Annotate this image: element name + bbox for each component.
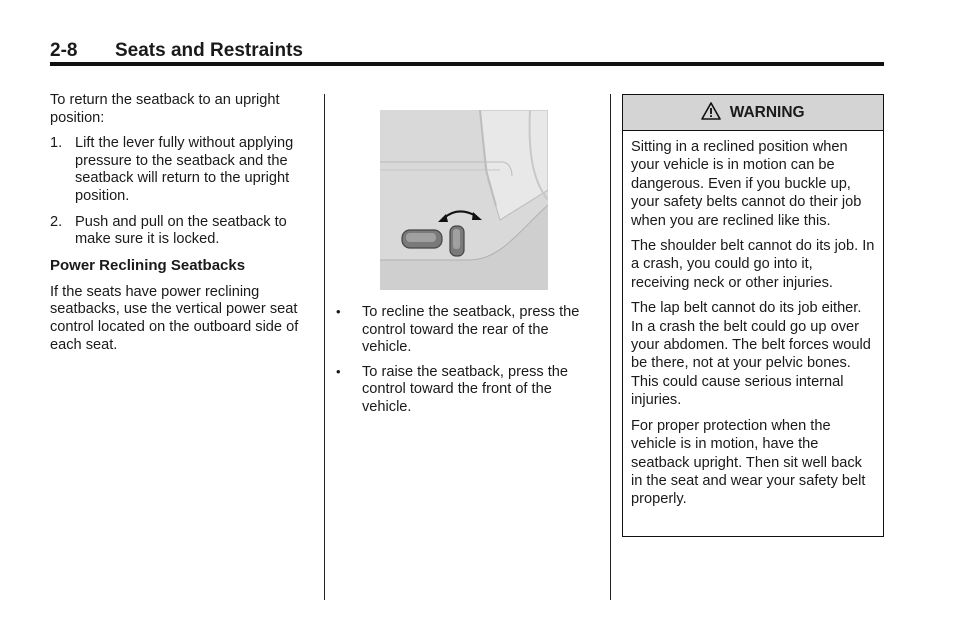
bullet-mark: • [336, 304, 341, 319]
column-left [50, 92, 315, 362]
list-item [50, 135, 315, 205]
list-item [336, 364, 598, 417]
section-title: Seats and Restraints [115, 40, 303, 61]
bullet-mark: • [336, 363, 341, 379]
column-divider-left [324, 94, 325, 600]
column-middle [336, 304, 598, 424]
warning-body [623, 131, 883, 509]
warning-paragraph: For proper protection when the vehicle is in motion, have the seatback upright. Then sit well back in the seat and wear your safety belt properly. [631, 417, 866, 508]
list-item [336, 304, 598, 357]
step-text: Push and pull on the seatback to make sure it is locked. [75, 213, 287, 248]
warning-label: WARNING [729, 104, 805, 121]
warning-paragraph: The shoulder belt cannot do its job. In a crash, you could go into it, receiving neck or other injuries. [631, 238, 875, 291]
bullet-list [336, 304, 598, 417]
step-number: 2. [50, 213, 63, 230]
warning-box [622, 94, 884, 537]
list-item [50, 214, 315, 249]
warning-triangle-icon [701, 104, 729, 121]
header-rule [50, 62, 884, 66]
warning-paragraph: Sitting in a reclined position when your vehicle is in motion can be dangerous. Even if you buckle up, your safety belts cannot do their job when you are reclined like this. [631, 139, 862, 229]
column-divider-right [610, 94, 611, 600]
step-number: 1. [50, 135, 63, 152]
seat-control-illustration [380, 110, 548, 290]
intro-text: To return the seatback to an upright position: [50, 92, 280, 126]
warning-header [623, 95, 883, 131]
steps-list [50, 135, 315, 249]
warning-paragraph: The lap belt cannot do its job either. In a crash the belt could go up over your abdomen. The belt forces would be there, not at your pelvic bones. This could cause serious internal injuries. [631, 300, 871, 409]
bullet-text: To raise the seatback, press the control toward the front of the vehicle. [362, 363, 569, 415]
page-header [50, 38, 884, 66]
section-heading: Power Reclining Seatbacks [50, 256, 246, 274]
body-text: If the seats have power reclining seatbacks, use the vertical power seat control located on the outboard side of each seat. [50, 283, 299, 353]
page-number: 2-8 [50, 40, 78, 61]
bullet-text: To recline the seatback, press the control toward the rear of the vehicle. [362, 304, 580, 356]
step-text: Lift the lever fully without applying pressure to the seatback and the seatback will return to the upright position. [75, 135, 294, 204]
